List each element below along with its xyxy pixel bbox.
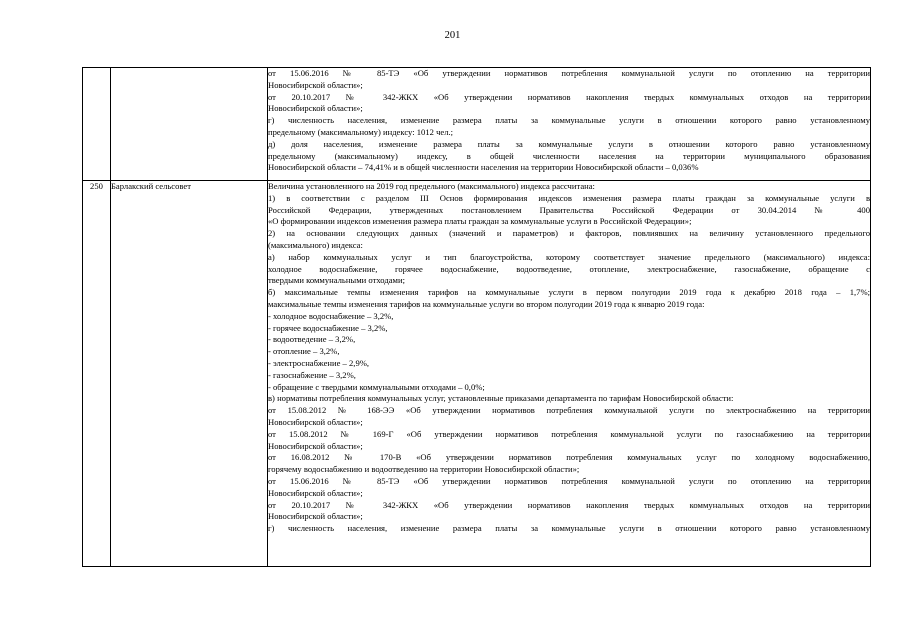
text-line: Новосибирской области»; (268, 487, 363, 498)
tariff-table (82, 67, 871, 567)
table-row (83, 181, 871, 567)
text-line: предельному (максимальному) индексу: 1012 чел.; (268, 126, 454, 137)
text-line: Новосибирской области»; (268, 416, 363, 427)
table-row (83, 68, 871, 181)
text-line: г) численность населения, изменение размера платы за коммунальные услуги в отношении которого равно установленному (268, 115, 870, 126)
text-line: - холодное водоснабжение – 3,2%, (268, 310, 394, 321)
text-line: - газоснабжение – 3,2%, (268, 369, 356, 380)
settlement-name: Барлакский сельсовет (111, 181, 268, 567)
text-line: (максимального) индекса: (268, 239, 363, 250)
row-text (268, 181, 871, 567)
text-line: от 15.08.2012 № 168-ЭЭ «Об утверждении нормативов потребления коммунальной услуги по электроснабжению на территории (268, 405, 870, 416)
text-line: максимальные темпы изменения тарифов на коммунальные услуги во втором полугодии 2019 года к январю 2019 года: (268, 298, 705, 309)
text-line: от 16.08.2012 № 170-В «Об утверждении нормативов потребления коммунальных услуг по холодному водоснабжению, (268, 452, 870, 463)
text-line: Новосибирской области – 74,41% и в общей численности населения на территории Новосибирской области – 0,036% (268, 162, 699, 173)
text-line: б) максимальные темпы изменения тарифов на коммунальные услуги в первом полугодии 2019 года к декабрю 2018 года – 1,7%; (268, 287, 870, 298)
text-line: - водоотведение – 3,2%, (268, 334, 356, 345)
text-line: - обращение с твердыми коммунальными отходами – 0,0%; (268, 381, 485, 392)
settlement-name (111, 68, 268, 181)
text-line: в) нормативы потребления коммунальных услуг, установленные приказами департамента по тарифам Новосибирской области: (268, 393, 734, 404)
row-number (83, 68, 111, 181)
text-line: от 20.10.2017 № 342-ЖКХ «Об утверждении нормативов накопления твердых коммунальных отходов на территории (268, 499, 870, 510)
text-line: г) численность населения, изменение размера платы за коммунальные услуги в отношении которого равно установленному (268, 523, 870, 534)
text-line: от 15.06.2016 № 85-ТЭ «Об утверждении нормативов потребления коммунальной услуги по отоплению на территории (268, 475, 870, 486)
text-line: Новосибирской области»; (268, 103, 363, 114)
text-line: Величина установленного на 2019 год предельного (максимального) индекса рассчитана: (268, 181, 595, 191)
text-line: Новосибирской области»; (268, 79, 363, 90)
text-line: предельному (максимальному) индексу, в общей численности населения на территории муниципального образования (268, 150, 870, 161)
text-line: 2) на основании следующих данных (значений и параметров) и факторов, повлиявших на величину установленного предельного (268, 228, 870, 239)
row-text (268, 68, 871, 181)
text-line: от 15.06.2016 № 85-ТЭ «Об утверждении нормативов потребления коммунальной услуги по отоплению на территории (268, 68, 870, 78)
text-line: а) набор коммунальных услуг и тип благоустройства, которому соответствует значение предельного (максимального) индекса: (268, 251, 870, 262)
text-line: - электроснабжение – 2,9%, (268, 357, 370, 368)
text-line: холодное водоснабжение, горячее водоснабжение, водоотведение, отопление, электроснабжение, газоснабжение, обращение с (268, 263, 870, 274)
row-number: 250 (83, 181, 111, 567)
text-line: Новосибирской области»; (268, 440, 363, 451)
text-line: Новосибирской области»; (268, 511, 363, 522)
text-line: от 15.08.2012 № 169-Г «Об утверждении нормативов потребления коммунальной услуги по газоснабжению на территории (268, 428, 870, 439)
page-number: 201 (444, 30, 461, 41)
text-line: от 20.10.2017 № 342-ЖКХ «Об утверждении нормативов накопления твердых коммунальных отходов на территории (268, 91, 870, 102)
text-line: горячему водоснабжению и водоотведению на территории Новосибирской области»; (268, 464, 580, 475)
text-line: твердыми коммунальными отходами; (268, 275, 405, 286)
text-line: 1) в соответствии с разделом III Основ формирования индексов изменения размера платы граждан за коммунальные услуги в (268, 192, 870, 203)
text-line: д) доля населения, изменение размера платы за коммунальные услуги в отношении которого равно установленному (268, 138, 870, 149)
text-line: - отопление – 3,2%, (268, 346, 340, 357)
text-line: «О формировании индексов изменения размера платы граждан за коммунальные услуги в Российской Федерации»; (268, 216, 692, 227)
text-line: - горячее водоснабжение – 3,2%, (268, 322, 388, 333)
text-line: Российской Федерации, утвержденных постановлением Правительства Российской Федерации от 30.04.2014 № 400 (268, 204, 870, 215)
